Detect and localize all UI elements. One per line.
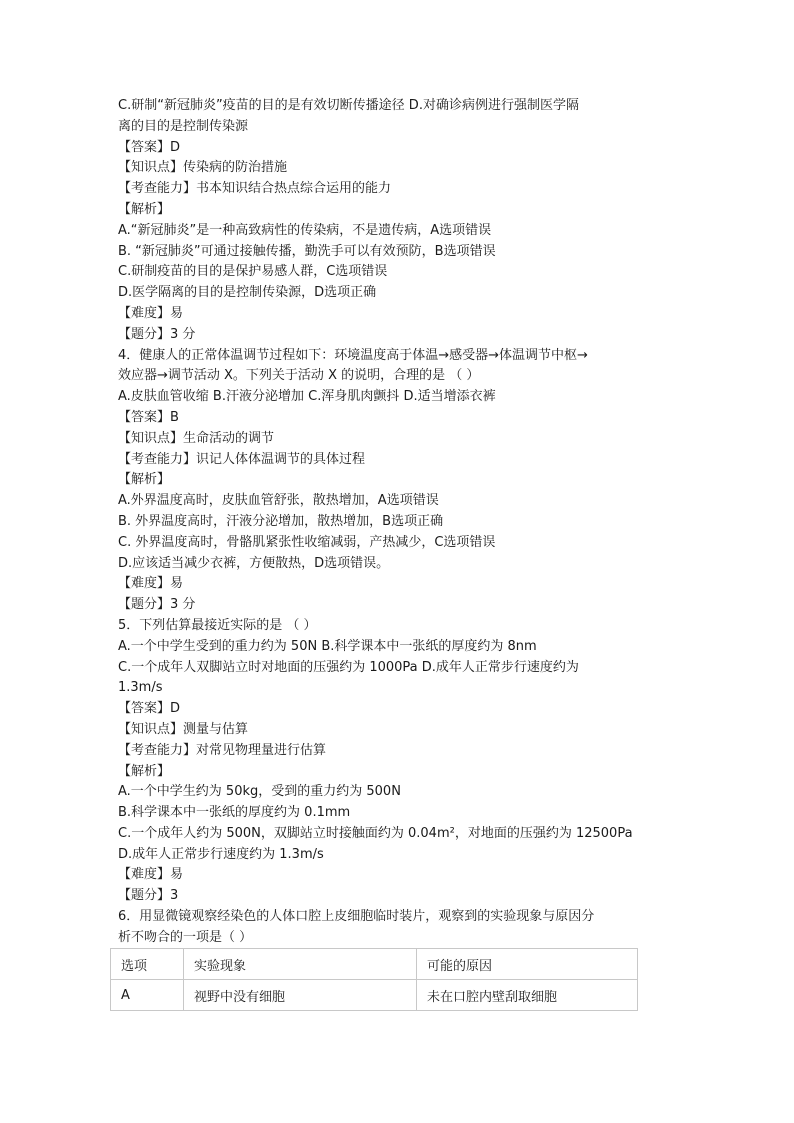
text-line: 析不吻合的一项是（ ） [118,929,253,945]
score-line: 【题分】3 [118,888,179,904]
ability-line: 【考查能力】对常见物理量进行估算 [118,742,327,758]
text-line: C.研制疫苗的目的是保护易感人群，C选项错误 [118,264,388,280]
knowledge-point-line: 【知识点】测量与估算 [118,721,249,737]
text-line: D.应该适当减少衣裤，方便散热，D选项错误。 [118,555,390,571]
text-line: 1.3m/s [118,680,163,696]
knowledge-point-line: 【知识点】传染病的防治措施 [118,160,288,176]
table-cell: A [111,980,184,1011]
score-line: 【题分】3 分 [118,326,196,342]
answer-line: 【答案】B [118,409,179,425]
text-line: D.成年人正常步行速度约为 1.3m/s [118,846,324,862]
table-row [111,980,638,1011]
options-line: A.皮肤血管收缩 B.汗液分泌增加 C.浑身肌肉颤抖 D.适当增添衣裤 [118,389,496,405]
options-line: A.一个中学生受到的重力约为 50N B.科学课本中一张纸的厚度约为 8nm [118,638,537,654]
text-line: B.科学课本中一张纸的厚度约为 0.1mm [118,805,351,821]
table-header-cell: 可能的原因 [417,949,638,980]
question-5: 5．下列估算最接近实际的是 （ ） [118,617,317,633]
text-line: A.“新冠肺炎”是一种高致病性的传染病，不是遗传病，A选项错误 [118,222,492,238]
options-table [110,948,638,1011]
text-line: A.外界温度高时，皮肤血管舒张，散热增加，A选项错误 [118,493,439,509]
analysis-heading: 【解析】 [118,763,171,779]
text-line: 离的目的是控制传染源 [118,118,249,134]
table-header-cell: 实验现象 [184,949,417,980]
question-6: 6．用显微镜观察经染色的人体口腔上皮细胞临时装片，观察到的实验现象与原因分 [118,909,595,925]
text-line: C. 外界温度高时，骨骼肌紧张性收缩减弱，产热减少，C选项错误 [118,534,496,550]
document-body [118,96,678,949]
difficulty-line: 【难度】易 [118,305,184,321]
table-header-row [111,949,638,980]
text-line: B. 外界温度高时，汗液分泌增加，散热增加，B选项正确 [118,513,444,529]
answer-line: 【答案】D [118,701,181,717]
table-header-cell: 选项 [111,949,184,980]
analysis-heading: 【解析】 [118,472,171,488]
table-cell: 视野中没有细胞 [184,980,417,1011]
ability-line: 【考查能力】识记人体体温调节的具体过程 [118,451,366,467]
text-line: A.一个中学生约为 50kg，受到的重力约为 500N [118,784,401,800]
ability-line: 【考查能力】书本知识结合热点综合运用的能力 [118,181,392,197]
score-line: 【题分】3 分 [118,597,196,613]
text-line: D.医学隔离的目的是控制传染源，D选项正确 [118,285,377,301]
difficulty-line: 【难度】易 [118,576,184,592]
answer-line: 【答案】D [118,139,181,155]
difficulty-line: 【难度】易 [118,867,184,883]
question-4: 4．健康人的正常体温调节过程如下：环境温度高于体温→感受器→体温调节中枢→ [118,347,588,363]
table-cell: 未在口腔内壁刮取细胞 [417,980,638,1011]
knowledge-point-line: 【知识点】生命活动的调节 [118,430,275,446]
text-line: 效应器→调节活动 X。下列关于活动 X 的说明，合理的是 （ ） [118,368,480,384]
analysis-heading: 【解析】 [118,201,171,217]
text-line: C.一个成年人约为 500N，双脚站立时接触面约为 0.04m²，对地面的压强约为 12500Pa [118,825,633,841]
options-line: C.一个成年人双脚站立时对地面的压强约为 1000Pa D.成年人正常步行速度约为 [118,659,579,675]
text-line: C.研制“新冠肺炎”疫苗的目的是有效切断传播途径 D.对确诊病例进行强制医学隔 [118,98,579,113]
text-line: B. “新冠肺炎”可通过接触传播，勤洗手可以有效预防，B选项错误 [118,243,496,259]
